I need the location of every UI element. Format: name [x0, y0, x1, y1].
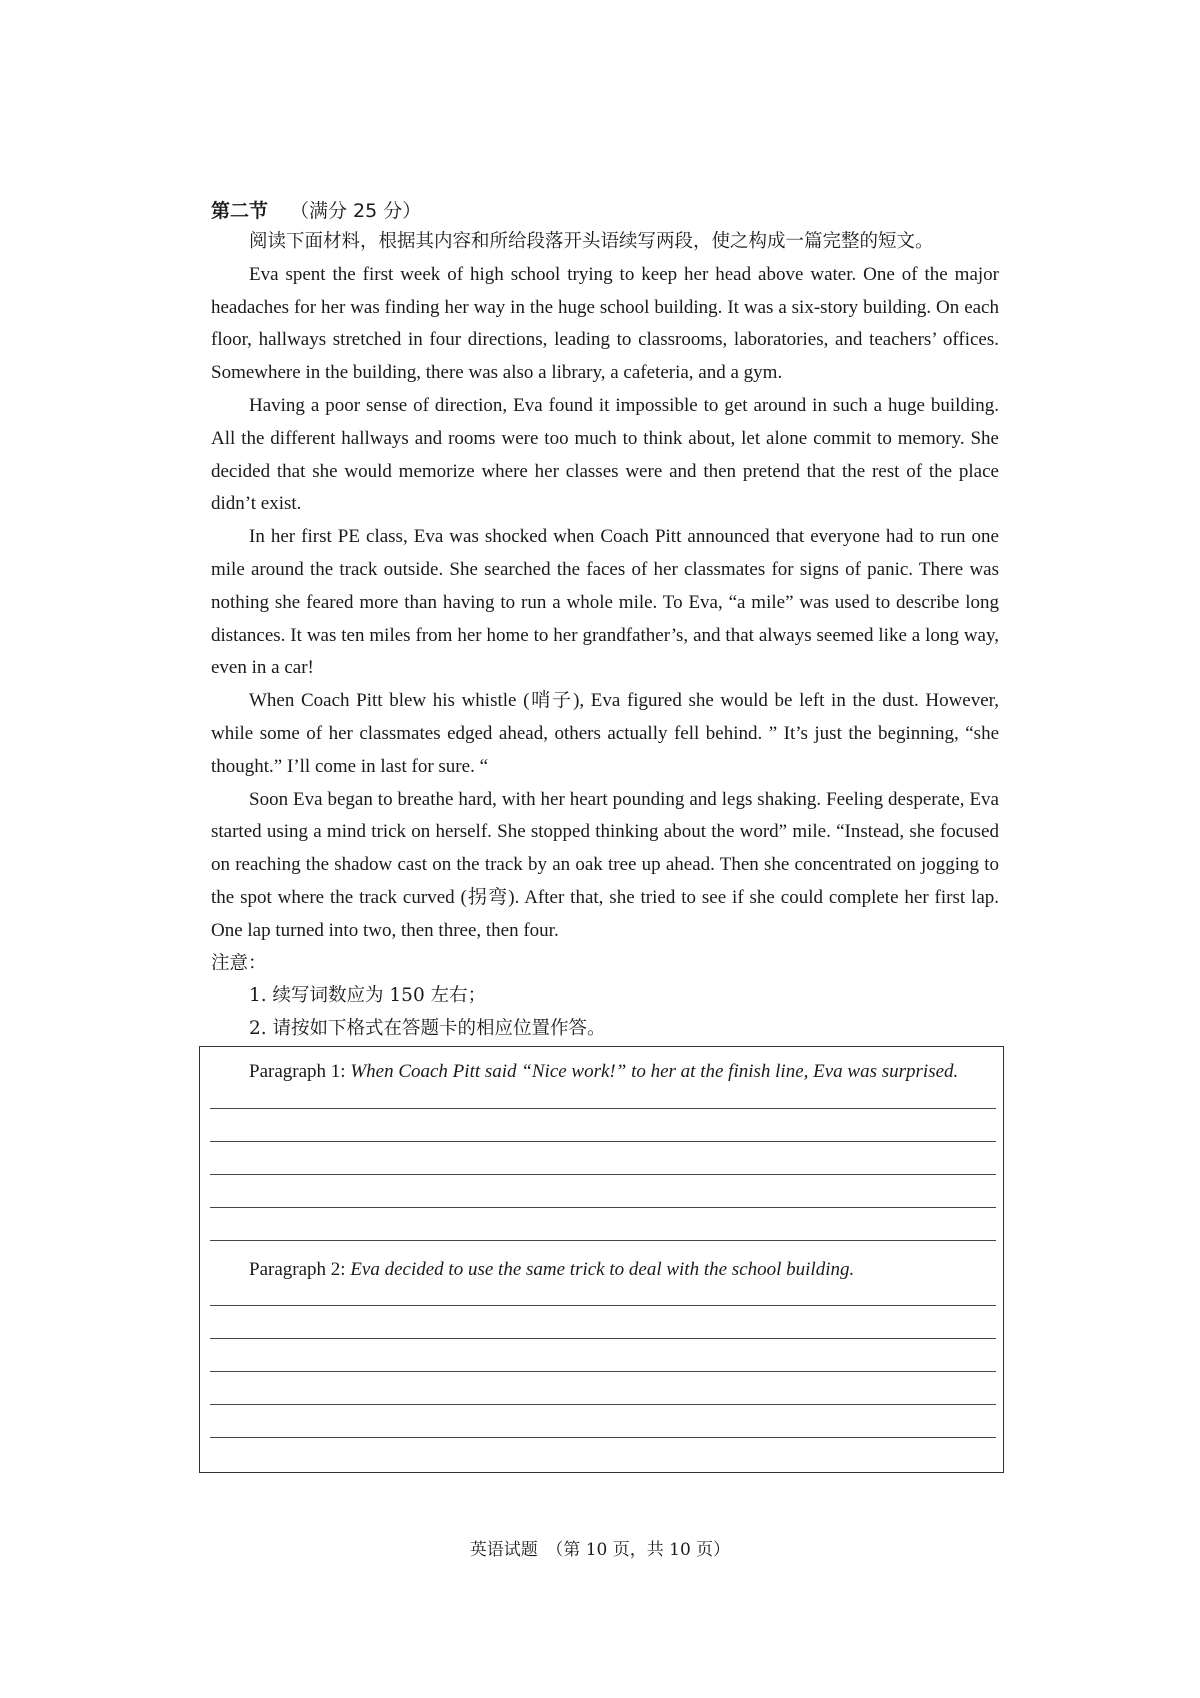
- question-content: [211, 196, 999, 1046]
- writing-line[interactable]: [210, 1338, 996, 1339]
- writing-line[interactable]: [210, 1108, 996, 1109]
- note-item-1: 1. 续写词数应为 150 左右；: [249, 985, 487, 1007]
- passage-paragraph-3: In her first PE class, Eva was shocked when Coach Pitt announced that everyone had to run one mile around the track outside. She searched the faces of her classmates for signs of panic. There was nothing she feared more than having to run a whole mile. To Eva, “a mile” was used to describe long distances. It was ten miles from her home to her grandfather’s, and that always seemed like a long way, even in a car!: [211, 526, 999, 679]
- section-title: 第二节: [211, 200, 269, 222]
- section-heading: [211, 196, 999, 226]
- passage-paragraph-5: Soon Eva began to breathe hard, with her heart pounding and legs shaking. Feeling desperate, Eva started using a mind trick on herself. She stopped thinking about the word” mile. “Instead, she focused on reaching the shadow cast on the track by an oak tree up ahead. Then she concentrated on jogging to the spot where the track curved (拐弯). After that, she tried to see if she could complete her first lap. One lap turned into two, then three, then four.: [211, 788, 999, 941]
- writing-line[interactable]: [210, 1240, 996, 1241]
- paragraph-1-lead: When Coach Pitt said “Nice work!” to her at the finish line, Eva was surprised.: [350, 1061, 959, 1082]
- writing-line[interactable]: [210, 1437, 996, 1438]
- writing-line[interactable]: [210, 1141, 996, 1142]
- writing-line[interactable]: [210, 1207, 996, 1208]
- writing-line[interactable]: [210, 1404, 996, 1405]
- passage-paragraph-4: When Coach Pitt blew his whistle (哨子), Eva figured she would be left in the dust. However, while some of her classmates edged ahead, others actually fell behind. ” It’s just the beginning, “she thought.” I’ll come in last for sure. “: [211, 690, 999, 777]
- paragraph-2-label: Paragraph 2:: [249, 1259, 351, 1280]
- passage-paragraph-1: Eva spent the first week of high school trying to keep her head above water. One of the major headaches for her was finding her way in the huge school building. It was a six-story building. On each floor, hallways stretched in four directions, leading to classrooms, laboratories, and teachers’ offices. Somewhere in the building, there was also a library, a cafeteria, and a gym.: [211, 263, 999, 384]
- answer-box: [199, 1046, 1004, 1473]
- page-footer: 英语试题 （第 10 页，共 10 页）: [469, 1540, 731, 1560]
- paragraph-1-label: Paragraph 1:: [249, 1061, 351, 1082]
- paragraph-2-lead: Eva decided to use the same trick to deal with the school building.: [350, 1259, 855, 1280]
- writing-line[interactable]: [210, 1305, 996, 1306]
- notes-label: 注意：: [211, 952, 267, 974]
- passage-paragraph-2: Having a poor sense of direction, Eva found it impossible to get around in such a huge building. All the different hallways and rooms were too much to think about, let alone commit to memory. She decided that she would memorize where her classes were and then pretend that the rest of the place didn’t exist.: [211, 394, 999, 515]
- instruction-text: 阅读下面材料，根据其内容和所给段落开头语续写两段，使之构成一篇完整的短文。: [249, 231, 934, 252]
- paragraph-1-prompt: [249, 1059, 958, 1085]
- note-item-2: 2. 请按如下格式在答题卡的相应位置作答。: [249, 1018, 606, 1040]
- writing-line[interactable]: [210, 1371, 996, 1372]
- section-score: （满分 25 分）: [290, 200, 422, 222]
- paragraph-2-prompt: [249, 1257, 854, 1283]
- writing-line[interactable]: [210, 1174, 996, 1175]
